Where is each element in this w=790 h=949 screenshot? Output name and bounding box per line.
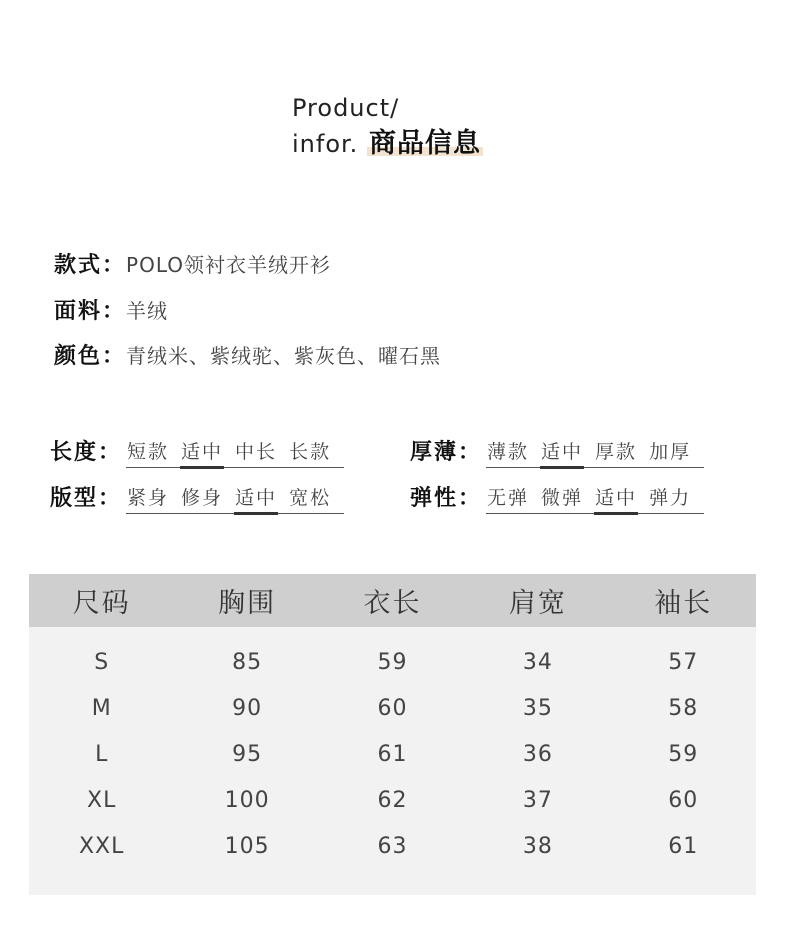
table-cell: 100: [224, 787, 270, 813]
attr-option: 短款: [127, 441, 170, 463]
attr-option: 宽松: [289, 487, 332, 509]
table-cell: 95: [232, 741, 263, 767]
table-row: [29, 685, 756, 731]
table-cell: 36: [522, 741, 553, 767]
info-color: [54, 339, 441, 370]
attr-option: 无弹: [487, 487, 530, 509]
table-cell: 62: [377, 787, 408, 813]
table-row: [29, 731, 756, 777]
table-cell: 63: [377, 833, 408, 859]
attr-thickness-label: 厚薄：: [410, 440, 483, 465]
table-cell: S: [94, 649, 110, 675]
table-row: [29, 777, 756, 823]
attr-option: 弹力: [649, 487, 692, 509]
info-fabric-value: 羊绒: [126, 299, 169, 323]
table-cell: 105: [224, 833, 270, 859]
attr-option-selected: 适中: [540, 438, 584, 467]
table-cell: 60: [377, 695, 408, 721]
attr-fit: [50, 484, 344, 514]
attr-fit-label: 版型：: [50, 486, 123, 511]
table-cell: 61: [668, 833, 699, 859]
attr-elasticity-options: [486, 484, 704, 514]
info-style-value: POLO领衬衣羊绒开衫: [126, 253, 331, 277]
table-cell: XXL: [78, 833, 125, 859]
info-fabric-label: 面料：: [54, 299, 127, 324]
table-cell: 59: [377, 649, 408, 675]
table-row: [29, 823, 756, 869]
info-color-value: 青绒米、紫绒驼、紫灰色、曜石黑: [126, 344, 442, 368]
attr-option: 紧身: [127, 487, 170, 509]
title-cn: 商品信息: [368, 128, 481, 159]
attr-fit-options: [126, 484, 344, 514]
info-color-label: 颜色：: [54, 344, 127, 369]
size-table-header: [29, 574, 756, 627]
attr-option: 薄款: [487, 441, 530, 463]
info-style: [54, 248, 331, 279]
table-cell: 90: [232, 695, 263, 721]
header-cell: 肩宽: [508, 588, 567, 619]
attr-thickness-options: [486, 438, 704, 468]
table-cell: 60: [668, 787, 699, 813]
table-cell: 34: [522, 649, 553, 675]
attr-option: 厚款: [595, 441, 638, 463]
table-cell: 38: [522, 833, 553, 859]
attr-length-options: [126, 438, 344, 468]
table-cell: M: [91, 695, 112, 721]
table-cell: 35: [522, 695, 553, 721]
attr-thickness: [410, 438, 704, 468]
attr-option-selected: 适中: [594, 484, 638, 513]
attr-option: 微弹: [541, 487, 584, 509]
table-cell: 59: [668, 741, 699, 767]
table-cell: L: [95, 741, 109, 767]
attr-option-selected: 适中: [234, 484, 278, 513]
attr-length: [50, 438, 344, 468]
attr-elasticity: [410, 484, 704, 514]
attr-length-label: 长度：: [50, 440, 123, 465]
attr-option: 长款: [289, 441, 332, 463]
attr-option-selected: 适中: [180, 438, 224, 467]
table-cell: 85: [232, 649, 263, 675]
title-en-line1: Product/: [292, 94, 400, 122]
table-cell: XL: [87, 787, 117, 813]
table-cell: 61: [377, 741, 408, 767]
attr-option: 加厚: [649, 441, 692, 463]
size-table-body: [29, 627, 756, 869]
attr-option: 中长: [235, 441, 278, 463]
attr-option: 修身: [181, 487, 224, 509]
attr-elasticity-label: 弹性：: [410, 486, 483, 511]
table-row: [29, 639, 756, 685]
header-cell: 衣长: [363, 588, 422, 619]
table-cell: 57: [668, 649, 699, 675]
table-cell: 58: [668, 695, 699, 721]
product-info-title: [292, 92, 483, 164]
header-cell: 尺码: [72, 588, 131, 619]
table-cell: 37: [522, 787, 553, 813]
size-table: [29, 574, 756, 895]
header-cell: 袖长: [654, 588, 713, 619]
info-fabric: [54, 294, 168, 325]
header-cell: 胸围: [218, 588, 277, 619]
title-line2: [292, 124, 483, 164]
title-en-line2: infor.: [292, 130, 359, 158]
info-style-label: 款式：: [54, 253, 127, 278]
